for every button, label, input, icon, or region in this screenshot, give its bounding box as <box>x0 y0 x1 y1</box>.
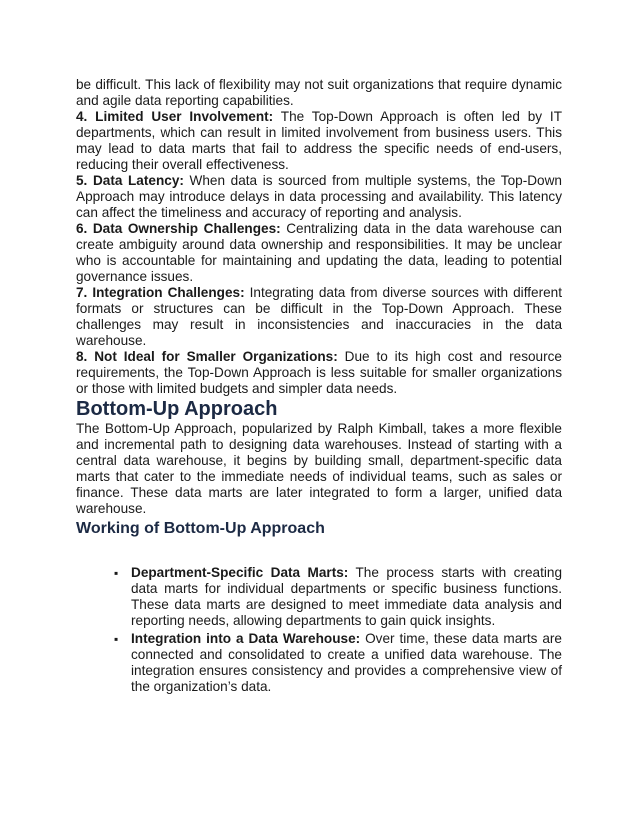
disadvantage-point-8 <box>76 349 562 397</box>
point-text: Integrating data from diverse sources with different formats or structures can be difficult in the Top-Down Approach. These challenges may result in inconsistencies and inaccuracies in the data warehouse. <box>76 285 562 348</box>
disadvantage-point-6 <box>76 221 562 285</box>
section-title-bottom-up: Bottom-Up Approach <box>76 398 278 420</box>
list-item <box>114 631 562 695</box>
step-heading: Department-Specific Data Marts: <box>131 565 349 580</box>
point-heading: 6. Data Ownership Challenges: <box>76 221 281 236</box>
bullet-icon: ▪ <box>114 632 119 646</box>
disadvantage-point-4 <box>76 109 562 173</box>
disadvantage-point-7 <box>76 285 562 349</box>
point-heading: 4. Limited User Involvement: <box>76 109 274 124</box>
point-heading: 8. Not Ideal for Smaller Organizations: <box>76 349 338 364</box>
disadvantage-point-5 <box>76 173 562 221</box>
point-heading: 5. Data Latency: <box>76 173 184 188</box>
point-heading: 7. Integration Challenges: <box>76 285 245 300</box>
working-steps-list <box>76 565 562 695</box>
point-text: Centralizing data in the data warehouse can create ambiguity around data ownership and responsibilities. It may be unclear who is accountable for maintaining and updating the data, leading to potential governance issues. <box>76 221 562 284</box>
bottom-up-description: The Bottom-Up Approach, popularized by Ralph Kimball, takes a more flexible and incremental path to designing data warehouses. Instead of starting with a central data warehouse, it begins by building small, department-specific data marts that cater to the immediate needs of individual teams, such as sales or finance. These data marts are later integrated to form a larger, unified data warehouse. <box>76 421 562 516</box>
point-text: The Top-Down Approach is often led by IT departments, which can result in limited involvement from business users. This may lead to data marts that fail to address the specific needs of end-users, reducing their overall effectiveness. <box>76 109 562 172</box>
document-page <box>76 77 562 697</box>
step-text: Over time, these data marts are connected and consolidated to create a unified data warehouse. The integration ensures consistency and provides a comprehensive view of the organization’s data. <box>131 631 562 694</box>
list-item <box>114 565 563 629</box>
point-text: When data is sourced from multiple systems, the Top-Down Approach may introduce delays in data processing and availability. This latency can affect the timeliness and accuracy of reporting and analysis. <box>76 173 562 220</box>
bullet-icon: ▪ <box>114 566 119 580</box>
point-text: Due to its high cost and resource requirements, the Top-Down Approach is less suitable for smaller organizations or those with limited budgets and simpler data needs. <box>76 349 562 396</box>
intro-continuation-paragraph: be difficult. This lack of flexibility may not suit organizations that require dynamic and agile data reporting capabilities. <box>76 77 562 108</box>
step-text: The process starts with creating data marts for individual departments or specific business functions. These data marts are designed to meet immediate data analysis and reporting needs, allowing departments to gain quick insights. <box>131 565 563 628</box>
step-heading: Integration into a Data Warehouse: <box>131 631 361 646</box>
subsection-title-working: Working of Bottom-Up Approach <box>76 520 325 537</box>
